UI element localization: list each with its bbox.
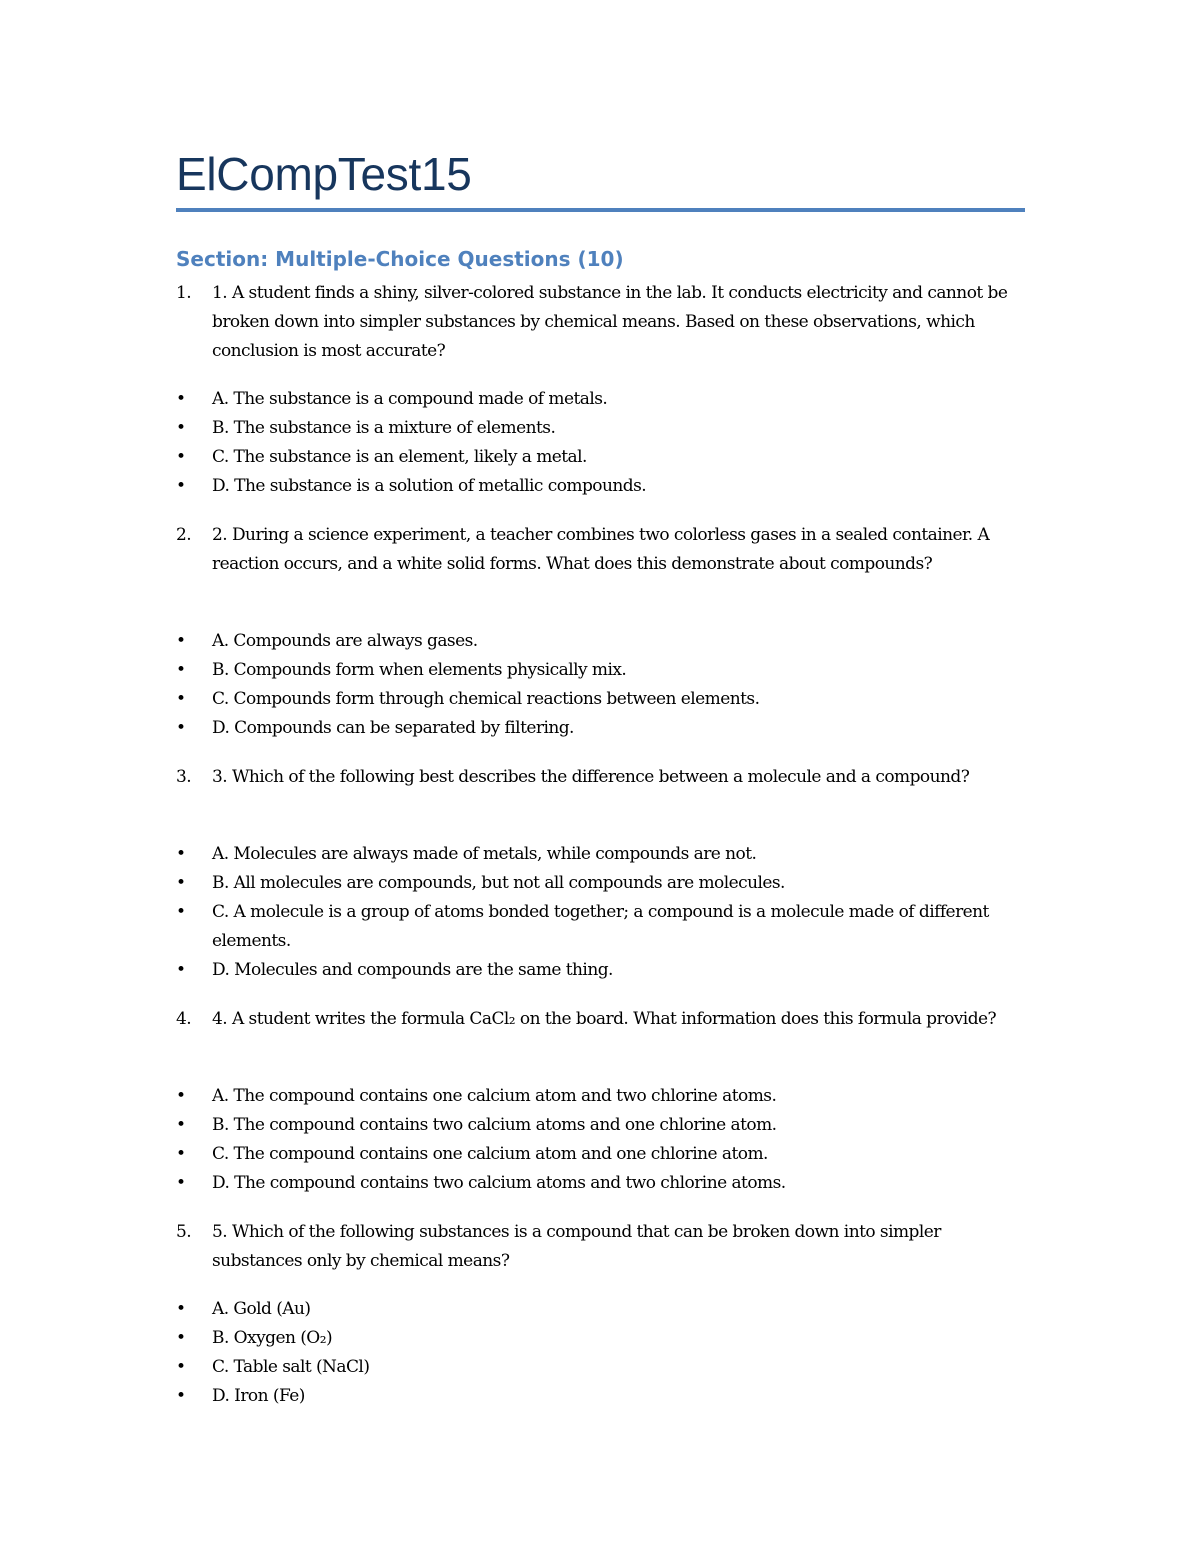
bullet-icon: •: [176, 476, 186, 496]
option-text: D. Iron (Fe): [212, 1386, 305, 1406]
option-text: C. A molecule is a group of atoms bonded together; a compound is a molecule made of different elements.: [212, 902, 989, 951]
bullet-icon: •: [176, 1299, 186, 1319]
question-number: 3.: [176, 767, 192, 787]
question-text: 3. Which of the following best describes the difference between a molecule and a compound?: [212, 767, 970, 787]
option-text: C. Compounds form through chemical reactions between elements.: [212, 689, 760, 709]
bullet-icon: •: [176, 447, 186, 467]
question-text: 5. Which of the following substances is a compound that can be broken down into simpler substances only by chemical means?: [212, 1222, 941, 1271]
option-text: B. All molecules are compounds, but not all compounds are molecules.: [212, 873, 785, 893]
question-text: 1. A student finds a shiny, silver-colored substance in the lab. It conducts electricity and cannot be broken down into simpler substances by chemical means. Based on these observations, which conclusion is most accurate?: [212, 283, 1008, 361]
bullet-icon: •: [176, 1144, 186, 1164]
bullet-icon: •: [176, 1173, 186, 1193]
question-number: 5.: [176, 1222, 192, 1242]
bullet-icon: •: [176, 718, 186, 738]
title-rule: [176, 208, 1025, 212]
option-text: C. Table salt (NaCl): [212, 1357, 370, 1377]
bullet-icon: •: [176, 1115, 186, 1135]
bullet-icon: •: [176, 1328, 186, 1348]
option-text: B. Oxygen (O₂): [212, 1328, 333, 1348]
question-number: 4.: [176, 1009, 192, 1029]
option-text: D. The compound contains two calcium atoms and two chlorine atoms.: [212, 1173, 786, 1193]
bullet-icon: •: [176, 389, 186, 409]
bullet-icon: •: [176, 631, 186, 651]
bullet-icon: •: [176, 1086, 186, 1106]
bullet-icon: •: [176, 873, 186, 893]
option-text: A. The compound contains one calcium atom and two chlorine atoms.: [212, 1086, 777, 1106]
question-number: 1.: [176, 283, 192, 303]
bullet-icon: •: [176, 960, 186, 980]
bullet-icon: •: [176, 660, 186, 680]
option-text: B. The substance is a mixture of elements.: [212, 418, 556, 438]
option-text: A. Gold (Au): [212, 1299, 311, 1319]
bullet-icon: •: [176, 844, 186, 864]
section-heading: Section: Multiple-Choice Questions (10): [176, 247, 624, 271]
option-text: D. Compounds can be separated by filtering.: [212, 718, 574, 738]
option-text: B. The compound contains two calcium atoms and one chlorine atom.: [212, 1115, 777, 1135]
option-text: D. Molecules and compounds are the same thing.: [212, 960, 613, 980]
bullet-icon: •: [176, 418, 186, 438]
option-text: A. Molecules are always made of metals, while compounds are not.: [212, 844, 757, 864]
document-title: ElCompTest15: [176, 148, 472, 200]
question-number: 2.: [176, 525, 192, 545]
bullet-icon: •: [176, 1357, 186, 1377]
option-text: A. Compounds are always gases.: [212, 631, 478, 651]
option-text: B. Compounds form when elements physically mix.: [212, 660, 627, 680]
option-text: C. The compound contains one calcium atom and one chlorine atom.: [212, 1144, 768, 1164]
question-text: 2. During a science experiment, a teacher combines two colorless gases in a sealed container. A reaction occurs, and a white solid forms. What does this demonstrate about compounds?: [212, 525, 990, 574]
bullet-icon: •: [176, 689, 186, 709]
bullet-icon: •: [176, 1386, 186, 1406]
question-text: 4. A student writes the formula CaCl₂ on the board. What information does this formula provide?: [212, 1009, 997, 1029]
option-text: C. The substance is an element, likely a metal.: [212, 447, 587, 467]
bullet-icon: •: [176, 902, 186, 922]
option-text: D. The substance is a solution of metallic compounds.: [212, 476, 647, 496]
option-text: A. The substance is a compound made of metals.: [212, 389, 608, 409]
